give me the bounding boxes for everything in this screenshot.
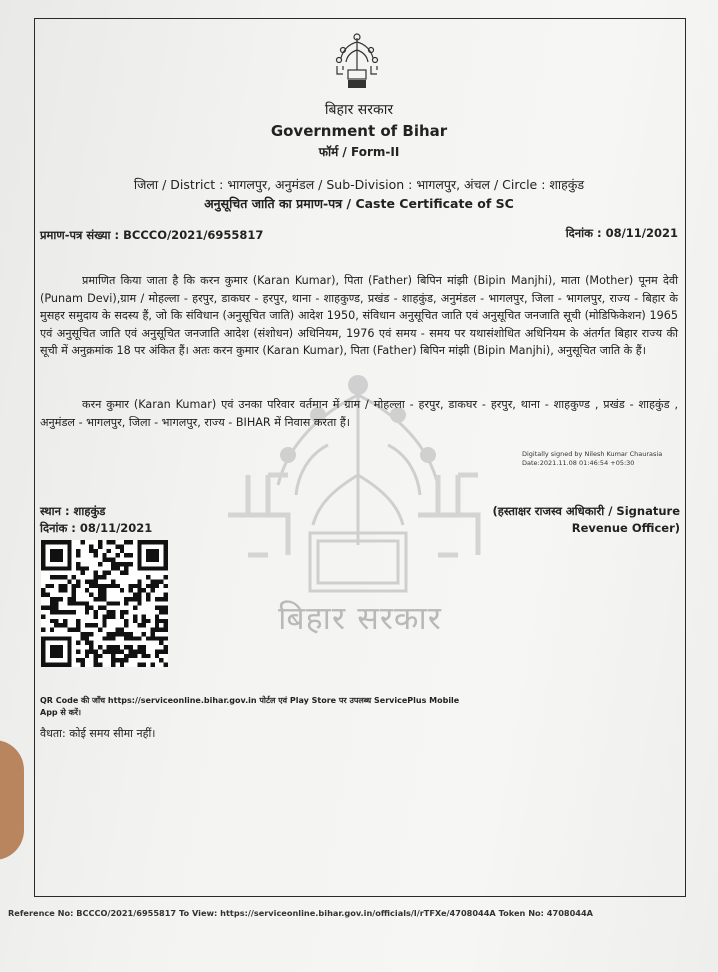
certification-paragraph: प्रमाणित किया जाता है कि करन कुमार (Karan Kumar), पिता (Father) बिपिन मांझी (Bipin Manjhi), माता (Mother) पूनम देवी (Punam Devi),ग्राम / मोहल्ला - हरपुर, डाकघर - हरपुर, थाना - शाहकुण्ड, प्रखंड - शाहकुंड, अनुमंडल - भागलपुर, जिला - भागलपुर, राज्य - बिहार के मुसहर समुदाय के सदस्य हैं, जो कि संविधान (अनुसूचित जाति) आदेश 1950, संविधान अनुसूचित जाति एवं अनुसूचित जनजाति सूची (मोडिफिकेशन) 1965 एवं अनुसूचित जाति एवं अनुसूचित जनजाति आदेश (संशोधन) अधिनियम, 1976 एवं समय - समय पर यथासंशोधित अधिनियम के अंतर्गत बिहार राज्य की सूची में अनुक्रमांक 18 पर अंकित हैं। अतः करन कुमार (Karan Kumar), पिता (Father) बिपिन मांझी (Bipin Manjhi), अनुसूचित जाति के हैं। bbox=[40, 274, 678, 357]
watermark-text: बिहार सरकार bbox=[278, 599, 442, 637]
bihar-emblem-icon bbox=[331, 32, 383, 90]
digital-signature-signer: Digitally signed by Nilesh Kumar Chaurasia bbox=[522, 450, 663, 458]
qr-verification-note: QR Code की जाँच https://serviceonline.bihar.gov.in पोर्टल एवं Play Store पर उपलब्ध ServicePlus Mobile App से करें। bbox=[40, 696, 460, 717]
signature-line-1: (हस्ताक्षर राजस्व अधिकारी / Signature bbox=[492, 504, 680, 518]
state-name-english: Government of Bihar bbox=[270, 122, 448, 140]
form-number: फॉर्म / Form-II bbox=[318, 145, 400, 159]
issue-date: दिनांक : 08/11/2021 bbox=[40, 521, 153, 535]
residence-paragraph: करन कुमार (Karan Kumar) एवं उनका परिवार वर्तमान में ग्राम / मोहल्ला - हरपुर, डाकघर - हरपुर, थाना - शाहकुण्ड , प्रखंड - शाहकुंड , अनुमंडल - भागलपुर, जिला - भागलपुर, राज्य - BIHAR में निवास करता हैं। bbox=[40, 398, 678, 429]
signature-block bbox=[492, 503, 680, 537]
validity-note: वैधता: कोई समय सीमा नहीं। bbox=[40, 727, 156, 740]
reference-line: Reference No: BCCCO/2021/6955817 To View: https://serviceonline.bihar.gov.in/officials/l/rTFXe/4708044A Token No: 4708044A bbox=[8, 908, 594, 918]
digital-signature-date: Date:2021.11.08 01:46:54 +05:30 bbox=[522, 459, 635, 467]
certificate-number: प्रमाण-पत्र संख्या : BCCCO/2021/6955817 bbox=[40, 228, 264, 242]
place: स्थान : शाहकुंड bbox=[40, 504, 106, 518]
hand-holding-paper bbox=[0, 740, 24, 860]
state-name-hindi: बिहार सरकार bbox=[324, 102, 394, 118]
certificate-date: दिनांक : 08/11/2021 bbox=[565, 226, 678, 240]
district-line: जिला / District : भागलपुर, अनुमंडल / Sub-Division : भागलपुर, अंचल / Circle : शाहकुंड bbox=[133, 177, 585, 192]
certificate-title: अनुसूचित जाति का प्रमाण-पत्र / Caste Certificate of SC bbox=[204, 196, 514, 211]
qr-code[interactable] bbox=[41, 540, 168, 667]
digital-signature bbox=[522, 450, 692, 468]
place-date-block bbox=[40, 503, 152, 537]
signature-line-2: Revenue Officer) bbox=[571, 521, 680, 535]
